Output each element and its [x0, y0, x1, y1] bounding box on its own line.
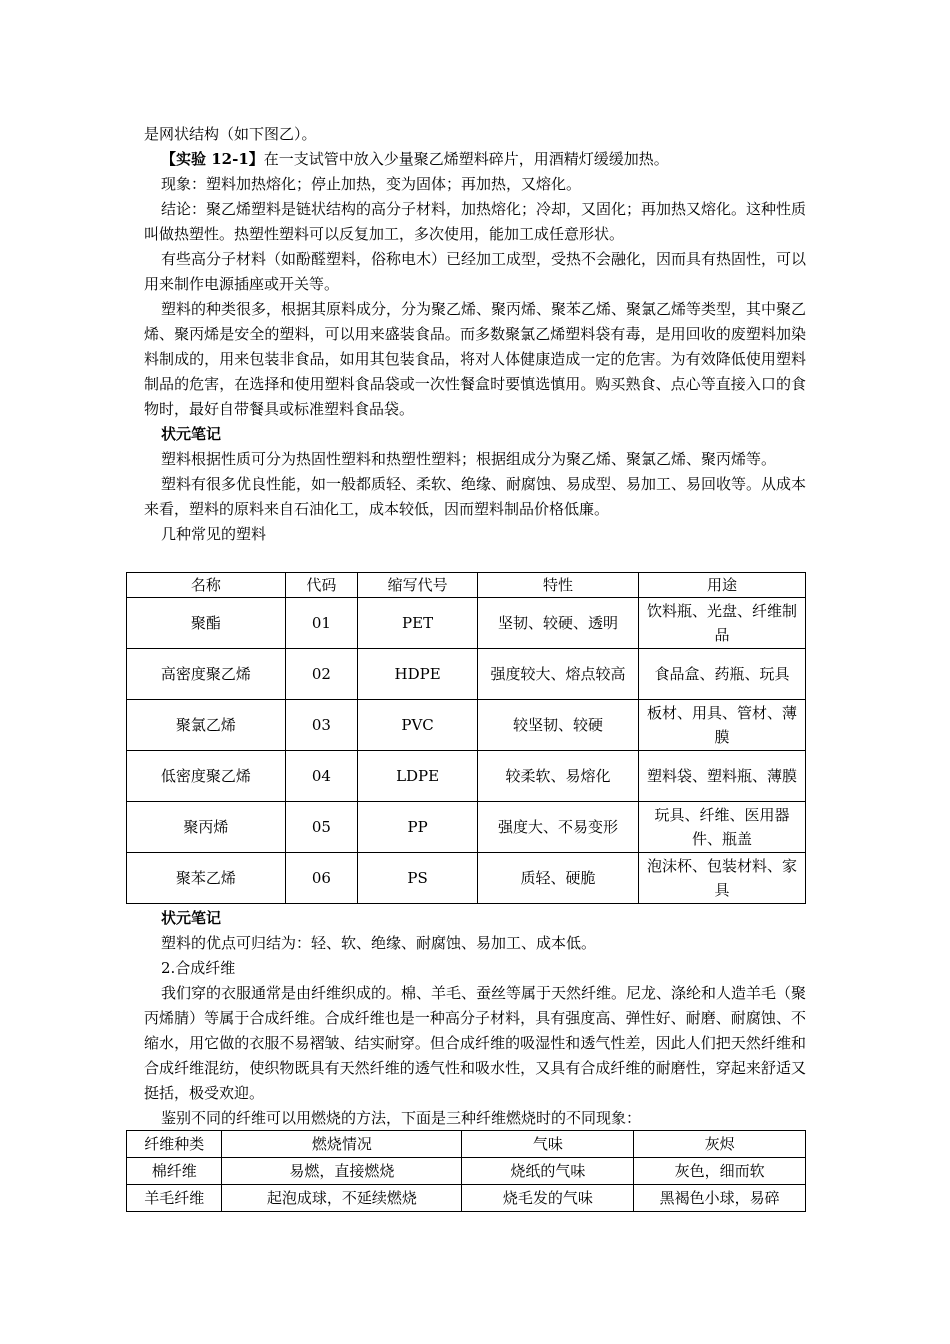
table-cell: 饮料瓶、光盘、纤维制品	[639, 598, 806, 649]
plastics-table	[126, 572, 806, 904]
table-cell: 01	[285, 598, 357, 649]
table-cell: 棉纤维	[127, 1158, 222, 1185]
header-cell: 用途	[639, 573, 806, 598]
table-cell: 烧毛发的气味	[462, 1185, 634, 1212]
thermoset-paragraph: 有些高分子材料（如酚醛塑料，俗称电木）已经加工成型，受热不会融化，因而具有热固性，可以用来制作电源插座或开关等。	[144, 250, 807, 293]
table-cell: HDPE	[358, 649, 478, 700]
table-cell: 05	[285, 802, 357, 853]
table-cell: 低密度聚乙烯	[127, 751, 286, 802]
table-cell: 聚酯	[127, 598, 286, 649]
table-row	[127, 649, 806, 700]
table-cell: 食品盒、药瓶、玩具	[639, 649, 806, 700]
table-header-row	[127, 573, 806, 598]
table-row	[127, 751, 806, 802]
note-title: 状元笔记	[161, 909, 222, 927]
table-cell: PVC	[358, 700, 478, 751]
table-cell: 质轻、硬脆	[478, 853, 639, 904]
conclusion-paragraph: 结论：聚乙烯塑料是链状结构的高分子材料，加热熔化；冷却，又固化；再加热又熔化。这种性质叫做热塑性。热塑性塑料可以反复加工，多次使用，能加工成任意形状。	[144, 200, 807, 243]
header-cell: 灰烬	[634, 1131, 806, 1158]
table-cell: 烧纸的气味	[462, 1158, 634, 1185]
header-cell: 特性	[478, 573, 639, 598]
table-cell: 黑褐色小球，易碎	[634, 1185, 806, 1212]
table-cell: 聚苯乙烯	[127, 853, 286, 904]
phenomenon-paragraph: 现象：塑料加热熔化；停止加热，变为固体；再加热，又熔化。	[161, 175, 582, 193]
table-cell: 03	[285, 700, 357, 751]
document-body-continued	[144, 906, 806, 1131]
table-cell: 坚韧、较硬、透明	[478, 598, 639, 649]
table-cell: 羊毛纤维	[127, 1185, 222, 1212]
fiber-burning-table	[126, 1130, 806, 1212]
experiment-paragraph	[144, 147, 806, 172]
table-cell: 灰色，细而软	[634, 1158, 806, 1185]
experiment-text: 在一支试管中放入少量聚乙烯塑料碎片，用酒精灯缓缓加热。	[263, 150, 669, 168]
table-cell: 02	[285, 649, 357, 700]
table-cell: 06	[285, 853, 357, 904]
table-cell: 塑料袋、塑料瓶、薄膜	[639, 751, 806, 802]
table-caption: 几种常见的塑料	[161, 525, 267, 543]
table-cell: 聚氯乙烯	[127, 700, 286, 751]
table-cell: PP	[358, 802, 478, 853]
table-header-row	[127, 1131, 806, 1158]
table-cell: 玩具、纤维、医用器件、瓶盖	[639, 802, 806, 853]
table-cell: PS	[358, 853, 478, 904]
header-cell: 气味	[462, 1131, 634, 1158]
table-cell: PET	[358, 598, 478, 649]
plastic-types-paragraph: 塑料的种类很多，根据其原料成分，分为聚乙烯、聚丙烯、聚苯乙烯、聚氯乙烯等类型，其中聚乙烯、聚丙烯是安全的塑料，可以用来盛装食品。而多数聚氯乙烯塑料袋有毒，是用回收的废塑料加染料制成的，用来包装非食品，如用其包装食品，将对人体健康造成一定的危害。为有效降低使用塑料制品的危害，在选择和使用塑料食品袋或一次性餐盒时要慎选慎用。购买熟食、点心等直接入口的食物时，最好自带餐具或标准塑料食品袋。	[144, 300, 807, 418]
table-row	[127, 598, 806, 649]
header-cell: 代码	[285, 573, 357, 598]
table-cell: 高密度聚乙烯	[127, 649, 286, 700]
table-cell: 较坚韧、较硬	[478, 700, 639, 751]
section-heading: 2.合成纤维	[161, 959, 236, 977]
header-cell: 纤维种类	[127, 1131, 222, 1158]
table-cell: LDPE	[358, 751, 478, 802]
table-cell: 强度较大、熔点较高	[478, 649, 639, 700]
fiber-paragraph: 我们穿的衣服通常是由纤维织成的。棉、羊毛、蚕丝等属于天然纤维。尼龙、涤纶和人造羊毛（聚丙烯腈）等属于合成纤维。合成纤维也是一种高分子材料，具有强度高、弹性好、耐磨、耐腐蚀、不缩水，用它做的衣服不易褶皱、结实耐穿。但合成纤维的吸湿性和透气性差，因此人们把天然纤维和合成纤维混纺，使织物既具有天然纤维的透气性和吸水性，又具有合成纤维的耐磨性，穿起来舒适又挺括，极受欢迎。	[144, 984, 807, 1102]
table-row	[127, 853, 806, 904]
table-cell: 板材、用具、管材、薄膜	[639, 700, 806, 751]
note-paragraph-2: 塑料有很多优良性能，如一般都质轻、柔软、绝缘、耐腐蚀、易成型、易加工、易回收等。从成本来看，塑料的原料来自石油化工，成本较低，因而塑料制品价格低廉。	[144, 475, 807, 518]
table-row	[127, 700, 806, 751]
table-row	[127, 802, 806, 853]
document-body	[144, 122, 806, 547]
paragraph-continuation: 是网状结构（如下图乙）。	[144, 125, 317, 143]
table-cell: 强度大、不易变形	[478, 802, 639, 853]
table-cell: 泡沫杯、包装材料、家具	[639, 853, 806, 904]
note-summary: 塑料的优点可归结为：轻、软、绝缘、耐腐蚀、易加工、成本低。	[161, 934, 597, 952]
note-title: 状元笔记	[161, 425, 222, 443]
fiber-table-intro: 鉴别不同的纤维可以用燃烧的方法，下面是三种纤维燃烧时的不同现象：	[161, 1109, 642, 1127]
table-cell: 易燃，直接燃烧	[222, 1158, 462, 1185]
header-cell: 燃烧情况	[222, 1131, 462, 1158]
table-cell: 04	[285, 751, 357, 802]
header-cell: 缩写代号	[358, 573, 478, 598]
header-cell: 名称	[127, 573, 286, 598]
table-row	[127, 1158, 806, 1185]
table-cell: 较柔软、易熔化	[478, 751, 639, 802]
experiment-label: 【实验 12-1】	[161, 150, 264, 168]
table-row	[127, 1185, 806, 1212]
note-paragraph-1: 塑料根据性质可分为热固性塑料和热塑性塑料；根据组成分为聚乙烯、聚氯乙烯、聚丙烯等。	[161, 450, 777, 468]
table-cell: 起泡成球，不延续燃烧	[222, 1185, 462, 1212]
table-cell: 聚丙烯	[127, 802, 286, 853]
